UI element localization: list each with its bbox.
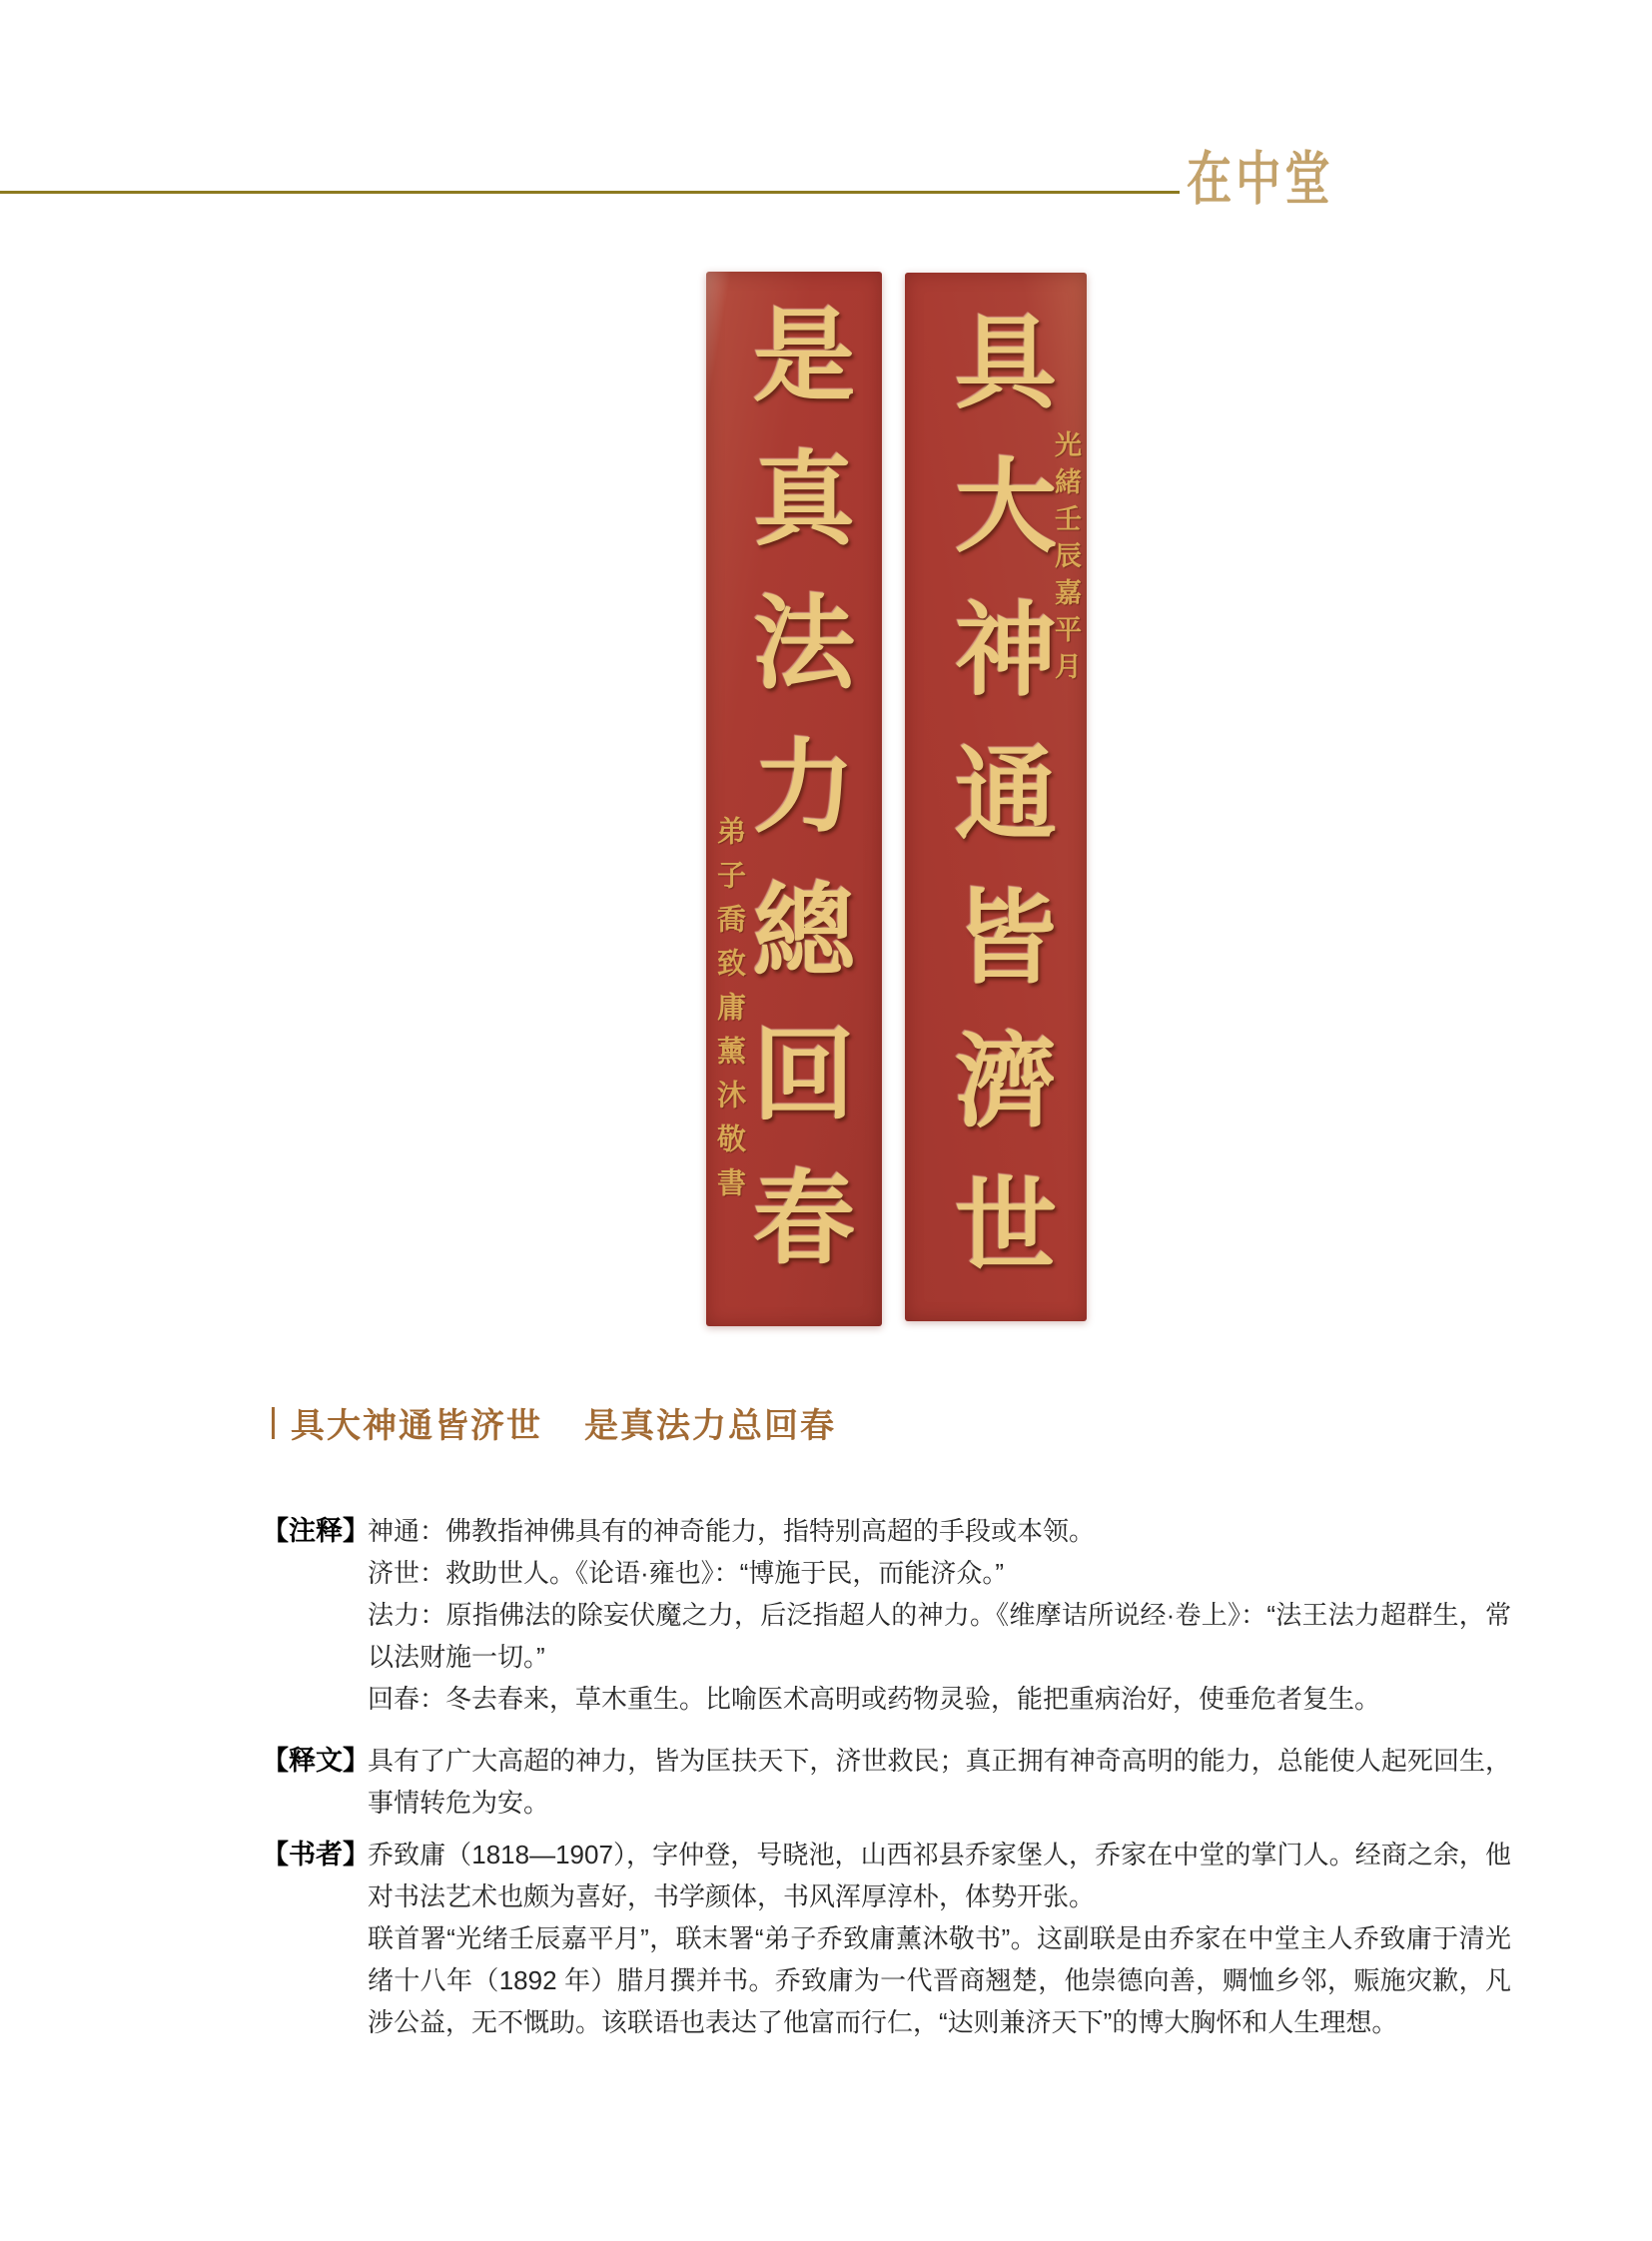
header-rule bbox=[0, 191, 1180, 194]
caption-first-half: 具大神通皆济世 bbox=[291, 1408, 542, 1445]
annotation-section bbox=[262, 1510, 1513, 1720]
section-content bbox=[368, 1740, 1511, 1824]
section-label: 【注释】 bbox=[262, 1516, 370, 1546]
section-paragraph: 法力：原指佛法的除妄伏魔之力，后泛指超人的神力。《维摩诘所说经·卷上》：“法王法力超群生，常以法财施一切。” bbox=[368, 1600, 1511, 1672]
annotation-section bbox=[262, 1740, 1513, 1824]
couplet-left-signature-text: 弟子喬致庸薰沐敬書 bbox=[713, 816, 745, 1211]
caption-bar-icon bbox=[272, 1407, 275, 1439]
page-title: 在中堂 bbox=[1187, 147, 1334, 212]
annotation-section bbox=[262, 1834, 1513, 2043]
couplet-left-main-text: 是真法力總回春 bbox=[738, 302, 851, 1308]
section-label: 【书者】 bbox=[262, 1840, 370, 1869]
caption bbox=[272, 1398, 836, 1447]
caption-second-half: 是真法力总回春 bbox=[584, 1408, 836, 1445]
annotations bbox=[262, 1510, 1513, 2043]
couplet-right-plaque bbox=[905, 273, 1087, 1321]
couplet-right-main-text: 具大神通皆濟世 bbox=[940, 309, 1053, 1315]
section-paragraph: 济世：救助世人。《论语·雍也》：“博施于民，而能济众。” bbox=[368, 1558, 1004, 1588]
section-paragraph: 回春：冬去春来，草木重生。比喻医术高明或药物灵验，能把重病治好，使垂危者复生。 bbox=[368, 1684, 1381, 1714]
section-paragraph: 神通：佛教指神佛具有的神奇能力，指特别高超的手段或本领。 bbox=[368, 1516, 1096, 1546]
section-paragraph: 乔致庸（1818—1907），字仲登，号晓池，山西祁县乔家堡人，乔家在中堂的掌门人。经商之余，他对书法艺术也颇为喜好，书学颜体，书风浑厚淳朴，体势开张。 bbox=[368, 1840, 1511, 1911]
section-paragraph: 联首署“光绪壬辰嘉平月”，联末署“弟子乔致庸薰沐敬书”。这副联是由乔家在中堂主人乔致庸于清光绪十八年（1892 年）腊月撰并书。乔致庸为一代晋商翘楚，他崇德向善，赒恤乡邻，赈施灾歉，凡涉公益，无不慨助。该联语也表达了他富而行仁，“达则兼济天下”的博大胸怀和人生理想。 bbox=[368, 1923, 1511, 2037]
caption-text bbox=[291, 1398, 836, 1447]
section-paragraph: 具有了广大高超的神力，皆为匡扶天下，济世救民；真正拥有神奇高明的能力，总能使人起死回生，事情转危为安。 bbox=[368, 1746, 1511, 1818]
section-content bbox=[368, 1510, 1511, 1720]
section-label: 【释文】 bbox=[262, 1746, 370, 1776]
couplet-left-plaque bbox=[706, 272, 882, 1326]
couplet-right-date-text: 光緒壬辰嘉平月 bbox=[1051, 430, 1081, 689]
section-content bbox=[368, 1834, 1511, 2043]
